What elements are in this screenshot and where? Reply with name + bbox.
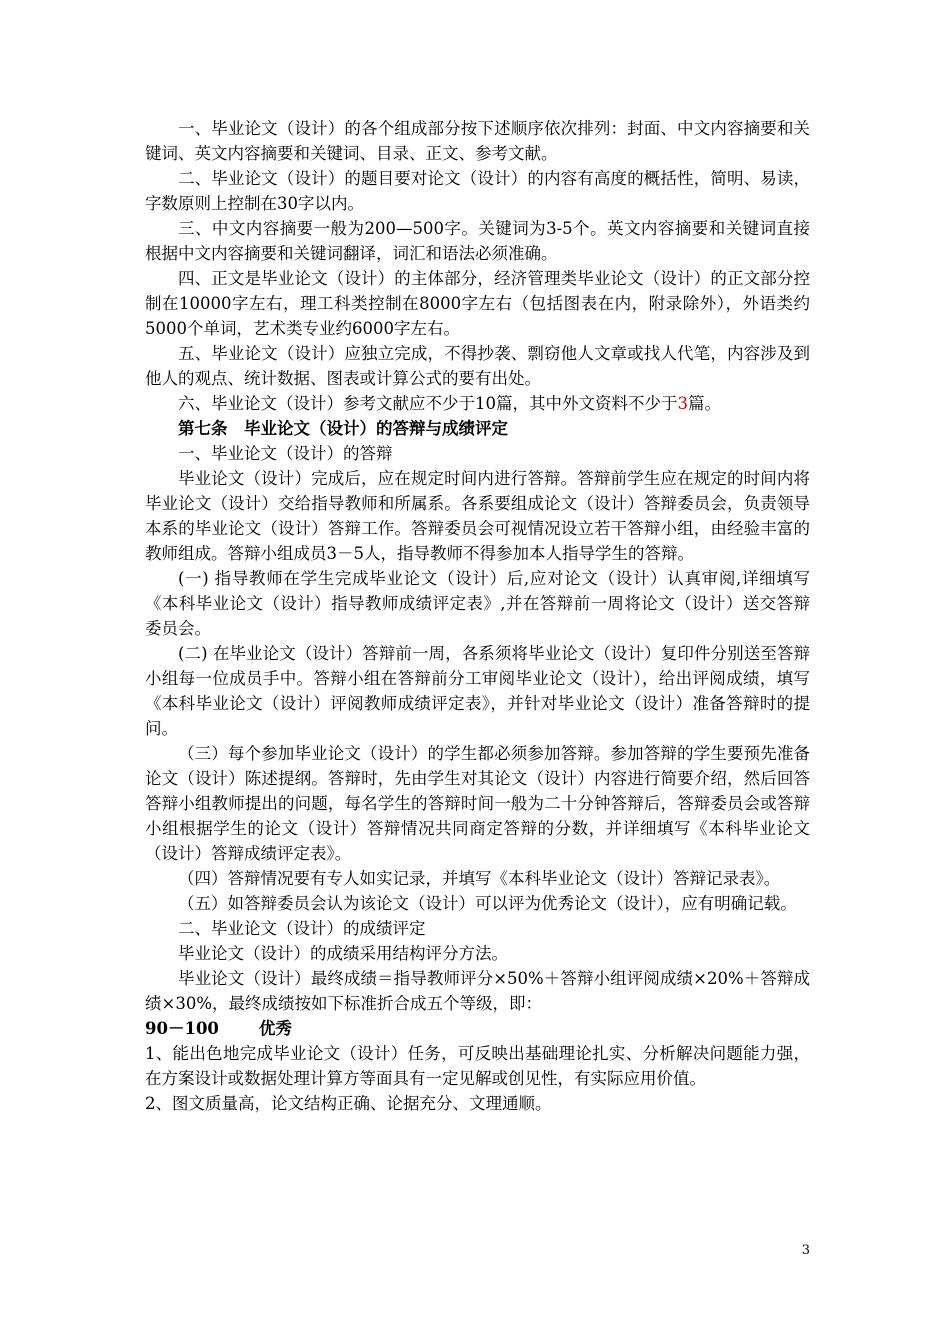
references-suffix: 篇。 bbox=[688, 394, 721, 413]
defense-item-2: (二) 在毕业论文（设计）答辩前一周，各系须将毕业论文（设计）复印件分别送至答辩小组每一位成员手中。答辩小组在答辩前分工审阅毕业论文（设计），给出评阅成绩，填写《本科毕业论文（设计）评阅教师成绩评定表》，并针对毕业论文（设计）准备答辩时的提问。 bbox=[145, 644, 810, 738]
paragraph-order: 一、毕业论文（设计）的各个组成部分按下述顺序依次排列：封面、中文内容摘要和关键词、英文内容摘要和关键词、目录、正文、参考文献。 bbox=[145, 119, 810, 163]
grading-formula: 毕业论文（设计）最终成绩＝指导教师评分×50%＋答辩小组评阅成绩×20%＋答辩成绩×30%，最终成绩按如下标准折合成五个等级，即： bbox=[145, 969, 810, 1013]
grade-excellent-heading bbox=[145, 1016, 810, 1041]
defense-intro: 毕业论文（设计）完成后，应在规定时间内进行答辩。答辩前学生应在规定的时间内将毕业论文（设计）交给指导教师和所属系。各系要组成论文（设计）答辩委员会，负责领导本系的毕业论文（设计）答辩工作。答辩委员会可视情况设立若干答辩小组，由经验丰富的教师组成。答辩小组成员3－5人，指导教师不得参加本人指导学生的答辩。 bbox=[145, 469, 810, 563]
grade-range: 90－100 bbox=[145, 1019, 219, 1038]
paragraph-title-rule: 二、毕业论文（设计）的题目要对论文（设计）的内容有高度的概括性，简明、易读，字数原则上控制在30字以内。 bbox=[145, 169, 810, 213]
defense-item-5: （五）如答辩委员会认为该论文（设计）可以评为优秀论文（设计），应有明确记载。 bbox=[178, 894, 797, 913]
article-seven-heading: 第七条 毕业论文（设计）的答辩与成绩评定 bbox=[178, 419, 508, 438]
document-body bbox=[145, 116, 810, 1116]
references-count-highlight: 3 bbox=[677, 394, 688, 413]
page-number: 3 bbox=[801, 1243, 810, 1258]
grading-method: 毕业论文（设计）的成绩采用结构评分方法。 bbox=[178, 944, 508, 963]
defense-item-4: （四）答辩情况要有专人如实记录，并填写《本科毕业论文（设计）答辩记录表》。 bbox=[178, 869, 781, 888]
paragraph-originality: 五、毕业论文（设计）应独立完成，不得抄袭、剽窃他人文章或找人代笔，内容涉及到他人的观点、统计数据、图表或计算公式的要有出处。 bbox=[145, 344, 810, 388]
defense-item-1: (一) 指导教师在学生完成毕业论文（设计）后,应对论文（设计）认真审阅,详细填写《本科毕业论文（设计）指导教师成绩评定表》,并在答辩前一周将论文（设计）送交答辩委员会。 bbox=[145, 569, 810, 638]
grade-label: 优秀 bbox=[258, 1019, 292, 1038]
references-text: 六、毕业论文（设计）参考文献应不少于10篇，其中外文资料不少于 bbox=[178, 394, 678, 413]
paragraph-abstract-rule: 三、中文内容摘要一般为200—500字。关键词为3-5个。英文内容摘要和关键词直接根据中文内容摘要和关键词翻译，词汇和语法必须准确。 bbox=[145, 219, 810, 263]
criterion-1: 1、能出色地完成毕业论文（设计）任务，可反映出基础理论扎实、分析解决问题能力强，在方案设计或数据处理计算方等面具有一定见解或创见性，有实际应用价值。 bbox=[145, 1044, 810, 1088]
criterion-2: 2、图文质量高，论文结构正确、论据充分、文理通顺。 bbox=[145, 1094, 552, 1113]
section-defense-heading: 一、毕业论文（设计）的答辩 bbox=[178, 444, 393, 463]
defense-item-3: （三）每个参加毕业论文（设计）的学生都必须参加答辩。参加答辩的学生要预先准备论文（设计）陈述提纲。答辩时，先由学生对其论文（设计）内容进行简要介绍，然后回答答辩小组教师提出的问题，每名学生的答辩时间一般为二十分钟答辩后，答辩委员会或答辩小组根据学生的论文（设计）答辩情况共同商定答辩的分数，并详细填写《本科毕业论文（设计）答辩成绩评定表》。 bbox=[145, 744, 810, 863]
section-grading-heading: 二、毕业论文（设计）的成绩评定 bbox=[178, 919, 426, 938]
paragraph-body-length: 四、正文是毕业论文（设计）的主体部分，经济管理类毕业论文（设计）的正文部分控制在10000字左右，理工科类控制在8000字左右（包括图表在内，附录除外），外语类约5000个单词，艺术类专业约6000字左右。 bbox=[145, 269, 810, 338]
paragraph-references bbox=[145, 391, 810, 416]
